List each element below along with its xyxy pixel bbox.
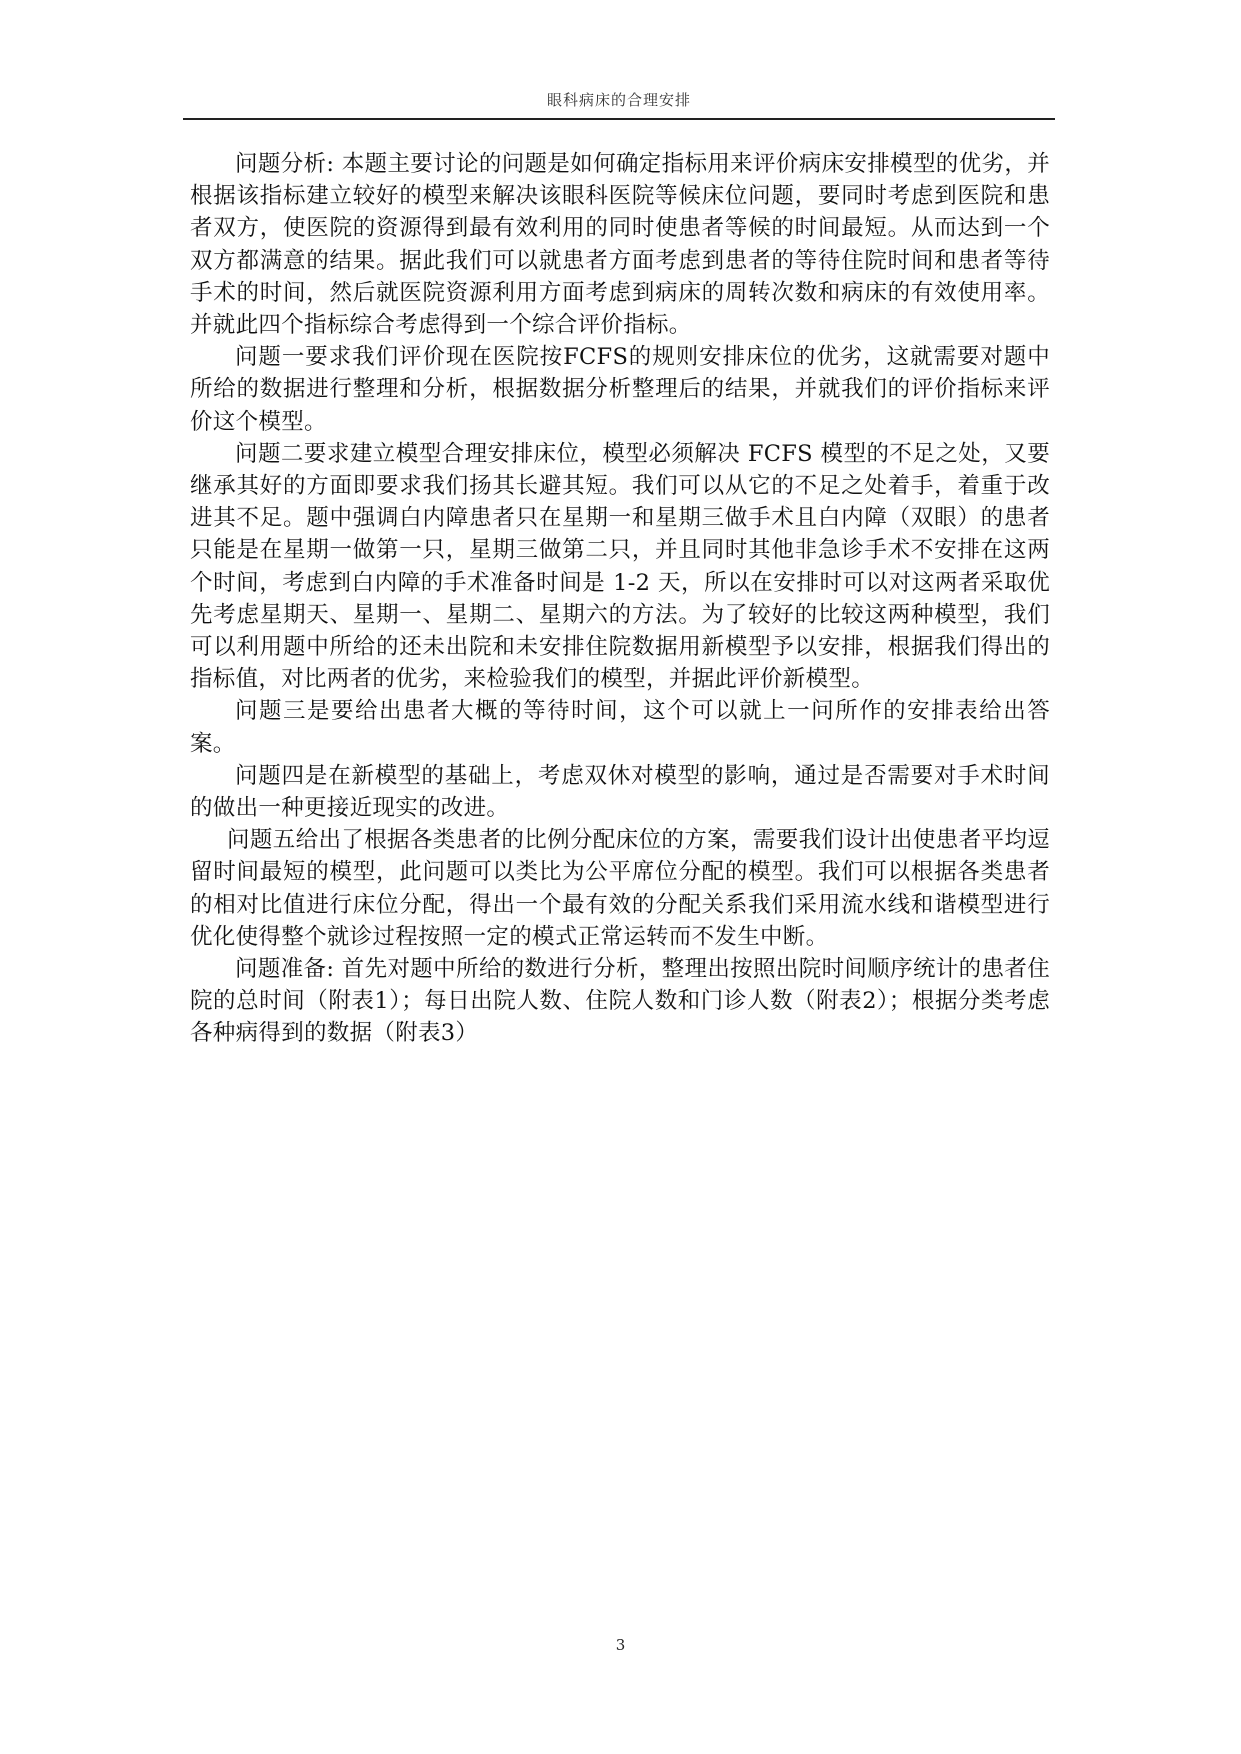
document-body	[190, 148, 1050, 1050]
paragraph-problem-preparation: 问题准备: 首先对题中所给的数进行分析，整理出按照出院时间顺序统计的患者住院的总时间（附表1）；每日出院人数、住院人数和门诊人数（附表2）；根据分类考虑各种病得到的数据（附表3）	[190, 956, 1050, 1047]
paragraph-question-five: 问题五给出了根据各类患者的比例分配床位的方案，需要我们设计出使患者平均逗留时间最短的模型，此问题可以类比为公平席位分配的模型。我们可以根据各类患者的相对比值进行床位分配，得出一个最有效的分配关系我们采用流水线和谐模型进行优化使得整个就诊过程按照一定的模式正常运转而不发生中断。	[190, 827, 1050, 950]
paragraph-problem-analysis: 问题分析: 本题主要讨论的问题是如何确定指标用来评价病床安排模型的优劣，并根据该指标建立较好的模型来解决该眼科医院等候床位问题，要同时考虑到医院和患者双方，使医院的资源得到最有效利用的同时使患者等候的时间最短。从而达到一个双方都满意的结果。据此我们可以就患者方面考虑到患者的等待住院时间和患者等待手术的时间，然后就医院资源利用方面考虑到病床的周转次数和病床的有效使用率。并就此四个指标综合考虑得到一个综合评价指标。	[190, 151, 1050, 339]
paragraph-question-one: 问题一要求我们评价现在医院按FCFS的规则安排床位的优劣，这就需要对题中所给的数据进行整理和分析，根据数据分析整理后的结果，并就我们的评价指标来评价这个模型。	[190, 344, 1050, 435]
paragraph-question-three: 问题三是要给出患者大概的等待时间，这个可以就上一问所作的安排表给出答案。	[190, 698, 1050, 757]
paragraph-question-two: 问题二要求建立模型合理安排床位，模型必须解决 FCFS 模型的不足之处，又要继承其好的方面即要求我们扬其长避其短。我们可以从它的不足之处着手，着重于改进其不足。题中强调白内障患者只在星期一和星期三做手术且白内障（双眼）的患者只能是在星期一做第一只，星期三做第二只，并且同时其他非急诊手术不安排在这两个时间，考虑到白内障的手术准备时间是 1-2 天，所以在安排时可以对这两者采取优先考虑星期天、星期一、星期二、星期六的方法。为了较好的比较这两种模型，我们可以利用题中所给的还未出院和未安排住院数据用新模型予以安排，根据我们得出的指标值，对比两者的优劣，来检验我们的模型，并据此评价新模型。	[190, 440, 1050, 693]
page-header	[183, 86, 1055, 120]
paragraph-question-four: 问题四是在新模型的基础上，考虑双休对模型的影响，通过是否需要对手术时间的做出一种更接近现实的改进。	[190, 762, 1050, 822]
header-title: 眼科病床的合理安排	[546, 91, 691, 109]
page-number: 3	[615, 1636, 626, 1654]
